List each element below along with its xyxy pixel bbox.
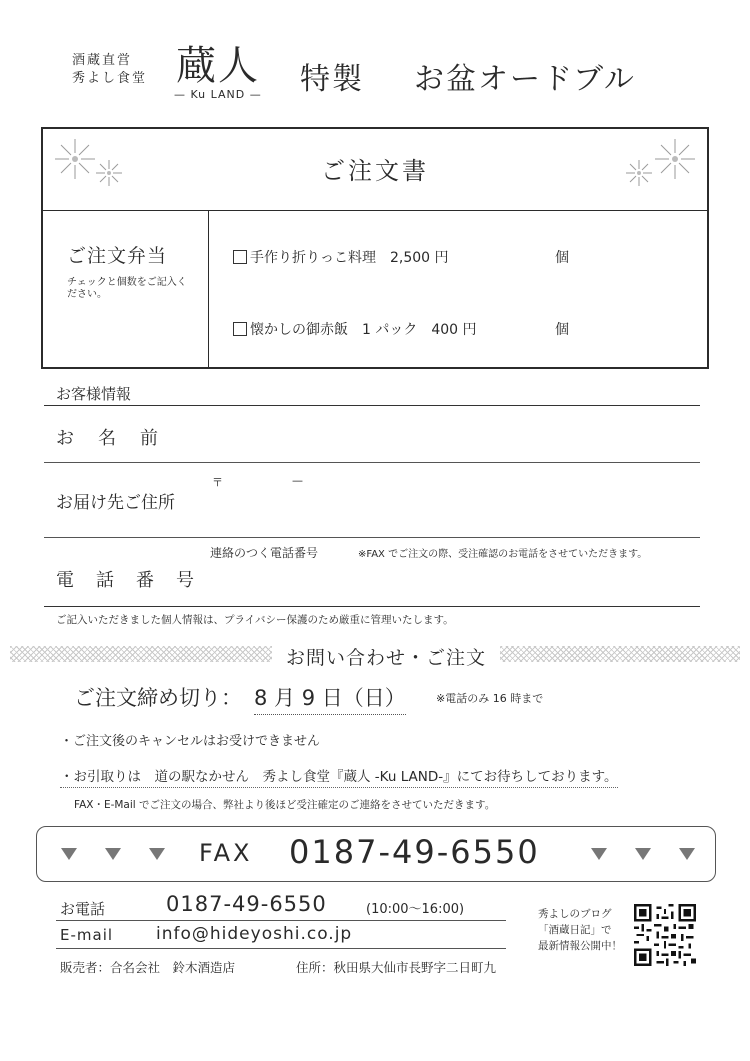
brand-logo: 蔵人 (176, 43, 260, 89)
customer-section-divider (44, 405, 700, 406)
order-item-1-checkbox[interactable] (233, 250, 247, 264)
order-form-title: ご注文書 (321, 157, 429, 185)
phone-field-underline (44, 606, 700, 607)
triangle-down-icon (149, 848, 165, 860)
deadline-note: ※電話のみ 16 時まで (436, 692, 544, 705)
blog-line-2: 「酒蔵日記」で (538, 924, 612, 936)
phone-hint: 連絡のつく電話番号 (210, 546, 319, 560)
notice-confirmation: FAX・E-Mail でご注文の場合、弊社より後ほど受注確定のご連絡をさせていただきます。 (74, 799, 496, 811)
title-special: 特製 (300, 62, 364, 97)
seller-info: 販売者：合名会社 鈴木酒造店 (60, 960, 236, 975)
triangle-down-icon (679, 848, 695, 860)
triangle-down-icon (61, 848, 77, 860)
deadline-label: ご注文締め切り： (74, 686, 242, 710)
brand-line-1: 酒蔵直営 (72, 53, 133, 68)
order-item-1 (233, 247, 449, 267)
page-title: お盆オードブル (414, 62, 636, 97)
order-form (41, 127, 709, 369)
notice-cancel: ・ご注文後のキャンセルはお受けできません (60, 734, 321, 749)
contact-heading: お問い合わせ・ご注文 (286, 647, 487, 669)
order-item-2-unit: 個 (555, 322, 569, 338)
phone-contact-number[interactable]: 0187-49-6550 (166, 892, 327, 916)
customer-section-title: お客様情報 (56, 385, 132, 403)
order-section-note: チェックと個数をご記入ください。 (67, 277, 187, 300)
name-label: お 名 前 (56, 428, 161, 449)
notice-pickup: ・お引取りは 道の駅なかせん 秀よし食堂『蔵人 -Ku LAND-』にてお待ちしております。 (60, 765, 618, 788)
postal-dash: — (292, 474, 303, 487)
phone-contact-underline (56, 920, 506, 921)
email-address[interactable]: info@hideyoshi.co.jp (156, 924, 353, 944)
triangle-down-icon (591, 848, 607, 860)
fax-box (36, 826, 716, 882)
address-field[interactable] (210, 470, 700, 534)
blog-line-1: 秀よしのブログ (538, 908, 612, 920)
phone-label: 電 話 番 号 (56, 570, 196, 591)
brand-tagline (72, 52, 147, 88)
order-item-2 (233, 319, 477, 339)
order-item-1-unit: 個 (555, 250, 569, 266)
name-field-underline (44, 462, 700, 463)
triangle-down-icon (105, 848, 121, 860)
brand-line-2: 秀よし食堂 (72, 71, 148, 86)
phone-field[interactable] (210, 562, 700, 604)
postal-mark: 〒 (212, 476, 223, 489)
address-label: お届け先ご住所 (56, 493, 175, 513)
email-underline (56, 948, 506, 949)
fax-number[interactable]: 0187-49-6550 (289, 833, 540, 871)
address-field-underline (44, 537, 700, 538)
email-label: E-mail (60, 926, 114, 944)
phone-note: ※FAX でご注文の際、受注確認のお電話をさせていただきます。 (358, 549, 648, 560)
privacy-note: ご記入いただきました個人情報は、プライバシー保護のため厳重に管理いたします。 (56, 614, 454, 626)
deadline-date: 8 月 9 日（日） (254, 682, 406, 715)
phone-contact-label: お電話 (60, 900, 106, 918)
brand-subtitle: — Ku LAND — (174, 88, 262, 101)
order-item-1-name: 手作り折りっこ料理 2,500 円 (250, 250, 449, 266)
qr-code-icon[interactable] (634, 904, 696, 966)
seller-address: 住所：秋田県大仙市長野字二日町九 (296, 960, 497, 975)
order-form-header (43, 129, 707, 211)
order-section-label: ご注文弁当 (67, 245, 168, 267)
phone-hours: (10:00〜16:00) (366, 902, 465, 917)
hatch-left (10, 646, 272, 662)
order-item-2-name: 懐かしの御赤飯 1 パック 400 円 (250, 322, 477, 338)
order-section-label-cell (43, 211, 209, 367)
blog-line-3: 最新情報公開中！ (538, 940, 622, 952)
name-field[interactable] (210, 412, 700, 460)
blog-info (538, 906, 622, 954)
triangle-down-icon (635, 848, 651, 860)
order-item-2-checkbox[interactable] (233, 322, 247, 336)
fax-label: FAX (199, 839, 253, 867)
hatch-right (500, 646, 740, 662)
